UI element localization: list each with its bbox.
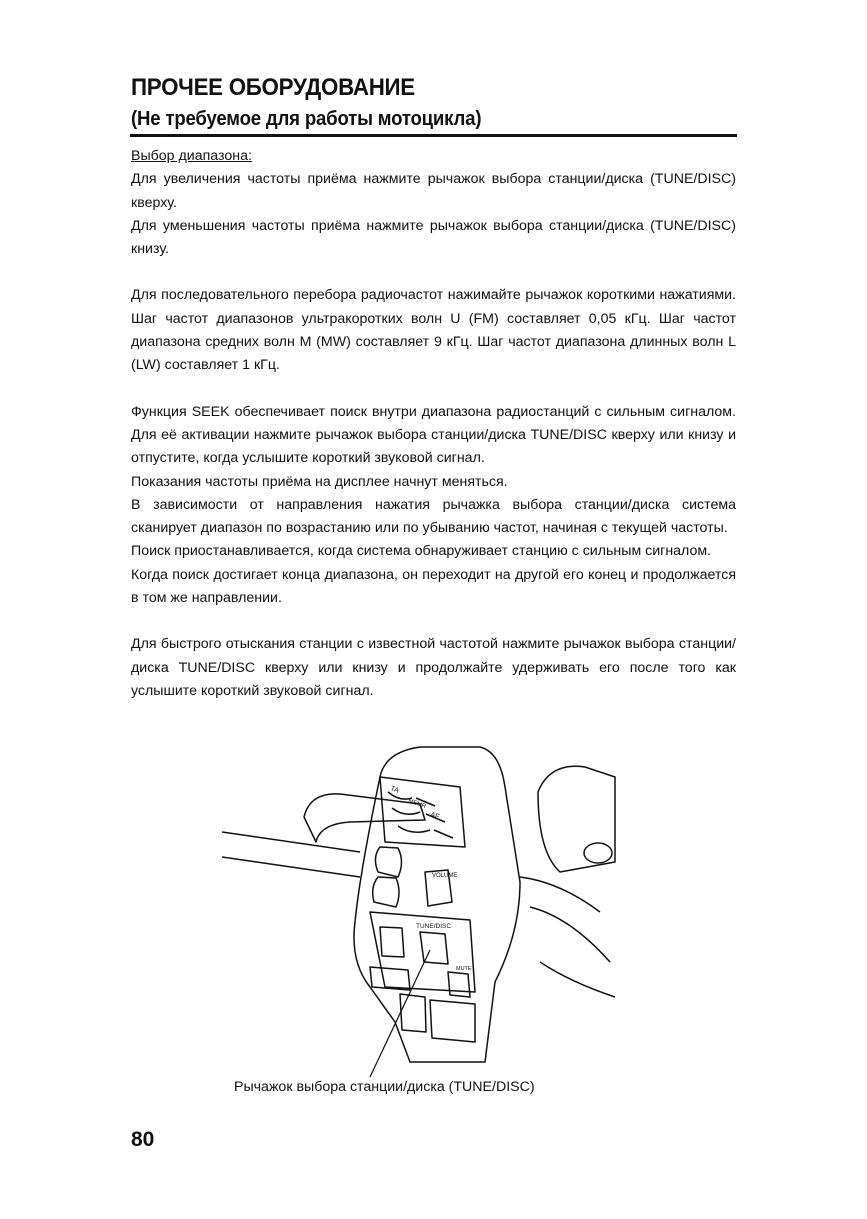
page-title: ПРОЧЕЕ ОБОРУДОВАНИЕ bbox=[131, 74, 415, 101]
seek-paragraph-1: Функция SEEK обеспечивает поиск внутри диапазона радиостанций с сильным сигналом. Для её активации нажмите рычажок выбора станции/диска TUNE/DISC кверху или книзу и отпустите, когда услышите короткий звуковой сигнал. bbox=[131, 403, 736, 467]
step-paragraph: Для последовательного перебора радиочастот нажимайте рычажок короткими нажатиями. Шаг частот диапазонов ультракоротких волн U (FM) составляет 0,05 кГц. Шаг частот диапазона средних волн M (MW) составляет 9 кГц. Шаг частот диапазона длинных волн L (LW) составляет 1 кГц. bbox=[131, 287, 736, 374]
seek-paragraph-2: Показания частоты приёма на дисплее начнут меняться. bbox=[131, 473, 508, 490]
seek-paragraph-3: В зависимости от направления нажатия рычажка выбора станции/диска система сканирует диапазон по возрастанию или по убыванию частот, начиная с текущей частоты. bbox=[131, 496, 736, 537]
seek-paragraph-4: Поиск приостанавливается, когда система обнаруживает станцию с сильным сигналом. bbox=[131, 543, 712, 560]
quick-tune-paragraph: Для быстрого отыскания станции с известной частотой нажмите рычажок выбора станции/диска TUNE/DISC кверху или книзу и продолжайте удерживать его после того как услышите короткий звуковой сигнал. bbox=[131, 636, 736, 699]
range-paragraph-2: Для уменьшения частоты приёма нажмите рычажок выбора станции/диска (TUNE/DISC) книзу. bbox=[131, 217, 736, 258]
title-divider bbox=[130, 134, 737, 137]
range-heading: Выбор диапазона: bbox=[131, 148, 252, 164]
figure-caption: Рычажок выбора станции/диска (TUNE/DISC) bbox=[234, 1079, 535, 1095]
mute-label: MUTE bbox=[456, 966, 472, 972]
tune-disc-label: TUNE/DISC bbox=[416, 923, 452, 930]
volume-label: VOLUME bbox=[432, 873, 458, 879]
seek-paragraph-5: Когда поиск достигает конца диапазона, он переходит на другой его конец и продолжается в том же направлении. bbox=[131, 566, 736, 607]
range-paragraph-1: Для увеличения частоты приёма нажмите рычажок выбора станции/диска (TUNE/DISC) кверху. bbox=[131, 171, 736, 211]
ta-label: TA bbox=[389, 785, 400, 795]
page-subtitle: (Не требуемое для работы мотоцикла) bbox=[131, 108, 482, 130]
page-number: 80 bbox=[131, 1128, 155, 1151]
handlebar-switch-illustration bbox=[220, 732, 620, 1082]
mem-label: MEMR bbox=[407, 798, 427, 811]
af-label: AF bbox=[429, 811, 441, 821]
body-text bbox=[131, 145, 736, 703]
